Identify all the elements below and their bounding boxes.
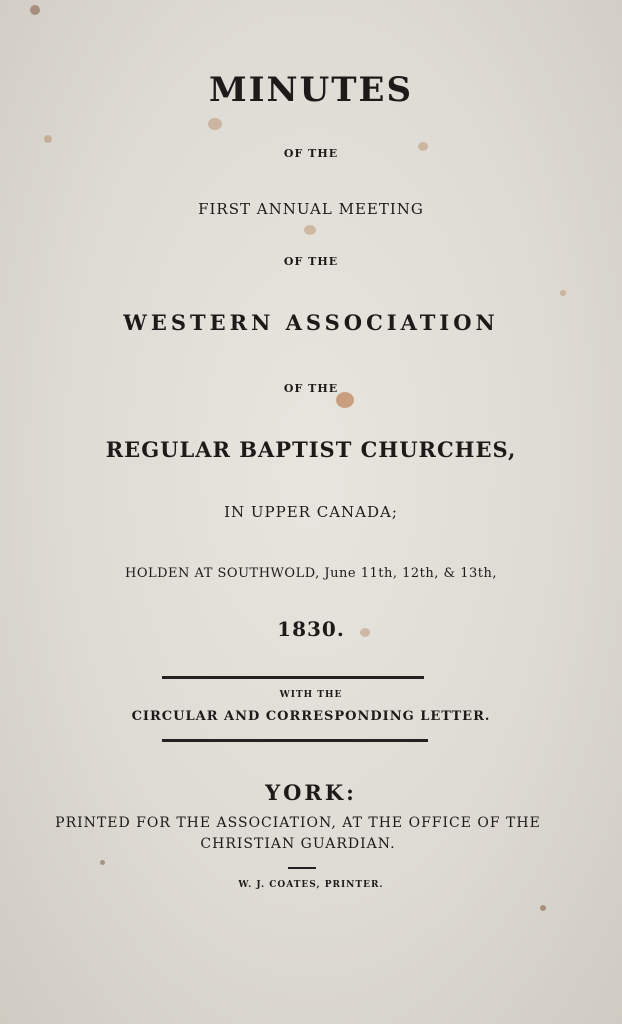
stain xyxy=(100,860,105,865)
of-the-text: OF THE xyxy=(283,147,339,160)
of-the-text: OF THE xyxy=(283,382,339,395)
of-the-text: OF THE xyxy=(283,255,339,268)
short-rule xyxy=(288,867,316,869)
holden-text: HOLDEN AT SOUTHWOLD, June 11th, 12th, & 13th, xyxy=(125,566,497,581)
top-rule xyxy=(162,676,424,679)
stain xyxy=(304,225,316,235)
stain xyxy=(44,135,52,143)
stain xyxy=(560,290,566,296)
letter-text: CIRCULAR AND CORRESPONDING LETTER. xyxy=(131,709,491,724)
stain xyxy=(540,905,546,911)
document-title: MINUTES xyxy=(208,70,414,110)
stain xyxy=(208,118,222,130)
year-text: 1830. xyxy=(277,617,345,641)
association-name: WESTERN ASSOCIATION xyxy=(123,310,499,335)
printed-line-1: PRINTED FOR THE ASSOCIATION, AT THE OFFICE OF THE xyxy=(55,815,541,831)
stain xyxy=(30,5,40,15)
bottom-rule xyxy=(162,739,428,742)
location-text: IN UPPER CANADA; xyxy=(224,503,398,521)
city-text: YORK: xyxy=(265,780,357,805)
with-the-text: WITH THE xyxy=(279,690,343,700)
printed-line-2: CHRISTIAN GUARDIAN. xyxy=(200,836,396,852)
printer-text: W. J. COATES, PRINTER. xyxy=(238,880,384,890)
churches-name: REGULAR BAPTIST CHURCHES, xyxy=(105,437,517,462)
meeting-text: FIRST ANNUAL MEETING xyxy=(198,200,424,218)
